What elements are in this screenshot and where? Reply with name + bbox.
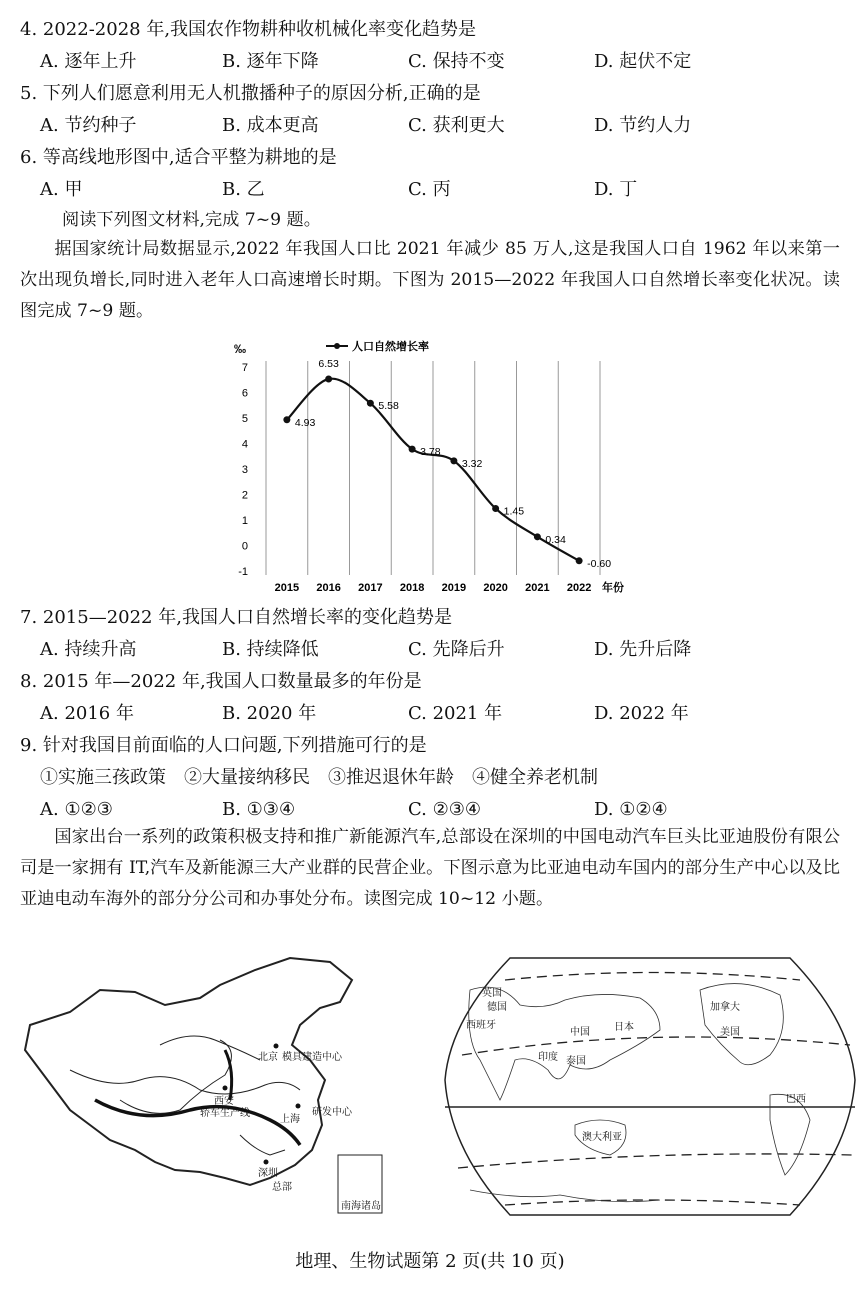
label-japan: 日本 — [614, 1022, 634, 1033]
y-axis-unit: ‰ — [234, 342, 246, 356]
data-label: 4.93 — [294, 416, 316, 429]
y-tick-label: 2 — [241, 489, 248, 502]
label-spain: 西班牙 — [466, 1020, 496, 1031]
label-shanghai: 上海 — [280, 1114, 300, 1125]
label-south-sea: 南海诸岛 — [341, 1201, 381, 1212]
option-b: B. 逐年下降 — [222, 51, 319, 72]
question-stem: 6. 等高线地形图中,适合平整为耕地的是 — [20, 147, 337, 168]
option-c: C. ②③④ — [408, 799, 481, 820]
passage-2: 国家出台一系列的政策积极支持和推广新能源汽车,总部设在深圳的中国电动汽车巨头比亚迪股份有限公司是一家拥有 IT,汽车及新能源三大产业群的民营企业。下图示意为比亚迪电动车国内的部分生产中心以及比亚迪电动车海外的部分分公司和办事处分布。读图完成 10~12 小题。 — [20, 827, 840, 909]
option-d: D. 节约人力 — [594, 115, 692, 136]
label-shenzhen: 深圳 — [258, 1168, 278, 1179]
label-china: 中国 — [570, 1027, 590, 1038]
label-germany: 德国 — [487, 1002, 507, 1013]
option-c: C. 丙 — [408, 179, 451, 200]
page-footer: 地理、生物试题第 2 页(共 10 页) — [295, 1251, 565, 1272]
question-items: ①实施三孩政策 ②大量接纳移民 ③推迟退休年龄 ④健全养老机制 — [40, 767, 598, 788]
option-a: A. 持续升高 — [40, 639, 137, 660]
data-point — [576, 557, 583, 564]
x-axis-label: 年份 — [602, 582, 624, 594]
y-axis-ticks — [238, 362, 248, 578]
y-tick-label: 5 — [241, 413, 248, 425]
x-tick-label: 2015 — [274, 582, 300, 594]
x-axis-ticks — [275, 582, 592, 594]
data-point — [367, 400, 374, 407]
question-stem: 9. 针对我国目前面临的人口问题,下列措施可行的是 — [20, 735, 427, 756]
option-b: B. 持续降低 — [222, 639, 319, 660]
data-point — [283, 416, 290, 423]
label-rd-center: 研发中心 — [312, 1107, 352, 1118]
data-label: 5.58 — [378, 400, 399, 413]
label-hq: 总部 — [272, 1182, 292, 1193]
byd-distribution-maps — [0, 950, 860, 1230]
option-c: C. 2021 年 — [408, 703, 503, 724]
option-b: B. 乙 — [222, 179, 265, 200]
y-tick-label: 7 — [241, 362, 248, 374]
world-map — [445, 958, 855, 1215]
data-label: 3.78 — [420, 446, 441, 459]
data-label: 6.53 — [318, 357, 339, 370]
legend — [326, 339, 429, 353]
option-d: D. 起伏不定 — [594, 51, 692, 72]
option-d: D. 丁 — [594, 179, 638, 200]
y-tick-label: 6 — [241, 387, 248, 400]
label-thailand: 泰国 — [566, 1056, 586, 1067]
instruction-text: 阅读下列图文材料,完成 7~9 题。 — [62, 210, 321, 230]
label-car-line: 轿车生产线 — [200, 1108, 250, 1119]
china-map — [25, 958, 382, 1213]
option-d: D. 2022 年 — [594, 703, 689, 724]
label-brazil: 巴西 — [786, 1094, 806, 1105]
data-point — [325, 375, 332, 382]
option-a: A. 节约种子 — [40, 115, 137, 136]
y-tick-label: 3 — [241, 464, 248, 476]
option-a: A. 2016 年 — [40, 703, 134, 724]
label-india: 印度 — [538, 1052, 558, 1063]
x-tick-label: 2020 — [483, 582, 508, 594]
data-point — [409, 446, 416, 453]
data-point — [534, 533, 541, 540]
data-label: -0.60 — [587, 557, 612, 570]
option-c: C. 先降后升 — [408, 639, 505, 660]
label-uk: 英国 — [482, 988, 502, 999]
question-stem: 7. 2015—2022 年,我国人口自然增长率的变化趋势是 — [20, 607, 452, 628]
y-tick-label: -1 — [238, 566, 248, 578]
x-tick-label: 2019 — [441, 582, 467, 594]
x-tick-label: 2022 — [566, 582, 592, 594]
x-tick-label: 2018 — [399, 582, 425, 594]
option-a: A. 甲 — [40, 179, 83, 200]
y-tick-label: 1 — [241, 515, 248, 527]
question-stem: 5. 下列人们愿意利用无人机撒播种子的原因分析,正确的是 — [20, 83, 481, 104]
option-c: C. 保持不变 — [408, 51, 505, 72]
option-b: B. 2020 年 — [222, 703, 317, 724]
x-tick-label: 2017 — [358, 582, 383, 594]
option-a: A. 逐年上升 — [40, 51, 137, 72]
y-tick-label: 0 — [241, 540, 248, 553]
label-australia: 澳大利亚 — [582, 1132, 622, 1143]
question-stem: 4. 2022-2028 年,我国农作物耕种收机械化率变化趋势是 — [20, 19, 477, 40]
data-label: 0.34 — [545, 533, 566, 546]
x-tick-label: 2016 — [316, 582, 341, 594]
label-canada: 加拿大 — [710, 1002, 740, 1013]
data-point — [450, 457, 457, 464]
label-xian: 西安 — [214, 1096, 234, 1107]
option-b: B. 成本更高 — [222, 115, 319, 136]
data-point — [492, 505, 499, 512]
population-growth-chart — [220, 335, 640, 600]
option-d: D. ①②④ — [594, 799, 668, 820]
label-usa: 美国 — [720, 1027, 740, 1038]
option-d: D. 先升后降 — [594, 639, 692, 660]
option-a: A. ①②③ — [40, 799, 113, 820]
legend-label: 人口自然增长率 — [352, 341, 429, 353]
y-tick-label: 4 — [241, 438, 248, 451]
option-b: B. ①③④ — [222, 799, 296, 820]
data-label: 1.45 — [503, 505, 525, 518]
label-mold-center: 模具建造中心 — [282, 1052, 342, 1063]
passage-1: 据国家统计局数据显示,2022 年我国人口比 2021 年减少 85 万人,这是我国人口自 1962 年以来第一次出现负增长,同时进入老年人口高速增长时期。下图为 2015—2022 年我国人口自然增长率变化状况。读图完成 7~9 题。 — [20, 239, 840, 321]
question-stem: 8. 2015 年—2022 年,我国人口数量最多的年份是 — [20, 671, 422, 692]
option-c: C. 获利更大 — [408, 115, 505, 136]
label-beijing: 北京 — [258, 1052, 278, 1063]
data-label: 3.32 — [461, 457, 483, 470]
x-tick-label: 2021 — [525, 582, 550, 594]
